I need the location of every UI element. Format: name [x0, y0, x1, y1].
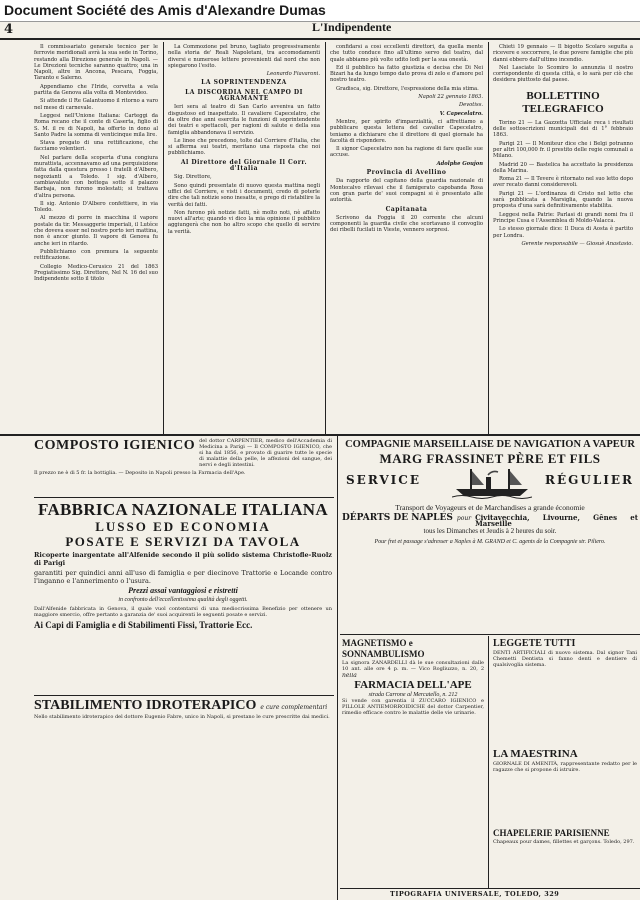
- departs-pour: pour: [456, 515, 472, 522]
- paragraph: Non furono più notizie fatti, nè molto noti, nè affatto nuovi all'arte; quando vi dico la mia opinione il pubblico aggiungerà che non ho altro scopo che quello di servire la verità.: [168, 209, 320, 235]
- paragraph: Nel Lasciate lo Scomiro lo annunzia il nostro corrispondente di questa città, e lo sarà per ciò che desidera piuttosto dal paese.: [493, 64, 633, 84]
- ad-owner: MARG FRASSINET PÈRE ET FILS: [379, 451, 601, 466]
- paragraph: La Commozione pel bruno, tagliato progressivamente nella storia de' Reali Napoletani, tra accomodamenti diversi e numerose lettere provenienti dal nord che non spiegarono l'esito.: [168, 44, 320, 69]
- paragraph: Sig. Direttore,: [174, 174, 212, 181]
- letter-date: Napoli 22 gennaio 1863.: [418, 94, 483, 101]
- paragraph: Stava pregato di una rettificazione, che facciamo volentieri.: [34, 140, 158, 153]
- paragraph: Il commissariato generale tecnico per le ferrovie meridionali avrà la sua sede in Torino, restando alla Direzione generale in Napoli. — Le Direzioni tecniche saranno quattro; una in Napoli, altre in Ancona, Pescara, Foggia, Taranto e Salerno.: [34, 44, 158, 82]
- paragraph: Il sig. Antonio D'Albero confettiere, in via Toledo.: [34, 200, 158, 214]
- article-column-2: [168, 44, 320, 432]
- printer-imprint: TIPOGRAFIA UNIVERSALE, TOLEDO, 329: [390, 890, 560, 898]
- ad-address: strada Carrone al Mercatello, n. 212: [368, 692, 458, 698]
- article-column-3: [330, 44, 483, 432]
- page-number: 4: [4, 22, 14, 37]
- signature: Leonardo Fiavaroni.: [266, 71, 320, 78]
- ad-fabbrica-nazionale: [34, 500, 332, 693]
- ad-text: Nello stabilimento idroterapico del dottore Eugenio Fabre, unico in Napoli, si prestano le cure prescritte dai medici.: [34, 714, 330, 720]
- service-label-right: RÉGULIER: [544, 473, 634, 487]
- paragraph: Ed il pubblico ha fatto giustizia e decisa che Di Nei Bizari ha da lungo tempo dato prova di zelo e d'amore pel nostro teatro.: [330, 64, 483, 84]
- paragraph: Gradisca, sig. Direttore, l'espressione della mia stima.: [336, 85, 479, 92]
- paragraph: Le linee che precedono, tolte dal Corriere d'Italia, che si afferma sui teatri, meritano una risposta che noi pubblichiamo.: [168, 137, 320, 157]
- ad-text: GIORNALE DI AMENITÀ, rappresentante redatto per le ragazze che si propone di istruire.: [493, 761, 637, 773]
- ad-subtitle: POSATE E SERVIZI DA TAVOLA: [65, 534, 301, 549]
- ad-stabilimento-idroterapico: [34, 698, 332, 898]
- ad-title: COMPOSTO IGIENICO: [34, 438, 196, 453]
- ad-text: Si vende con garentia il ZUCCARO IGIENICO e PILLOLE ANTIEMORROIDICHE del dottor Carpentier, rimedio efficace contro le malattie delle vie urinarie.: [342, 698, 484, 716]
- paragraph: Ieri sera al teatro di San Carlo avveniva un fatto disgustoso ed inaspettato. Il cavaliere Capecelatro, che da oltre due anni esercita le funzioni di soprintendente dei teatri e spettacoli, per ragioni di salute e della sua famiglia abbandonava il servizio.: [168, 104, 320, 136]
- paragraph: Scrivono da Foggia il 20 corrente che alcuni componenti la guardia civile che scortavano il convoglio dei ribelli fucilati in Vieste, vennero sorpresi.: [330, 214, 483, 234]
- paragraph: Parigi 21 — Il Moniteur dice che i Belgi potranno per altri 100,000 fr. il prestito delle regie comunali a Milano.: [493, 140, 633, 160]
- ad-capi-heading: Ai Capi di Famiglia e di Stabilimenti Fissi, Trattorie Ecc.: [34, 619, 253, 630]
- paragraph: Torino 21 — La Gazzetta Ufficiale reca i risultati delle sottoscrizioni municipali dei di 1° febbraio 1863.: [493, 119, 633, 139]
- ad-title: LA MAESTRINA: [493, 748, 578, 760]
- ad-chapelerie-parisienne: [493, 828, 637, 886]
- ad-prezzi-heading: Prezzi assai vantaggiosi e ristretti: [128, 586, 238, 595]
- paragraph: Al mezzo di porre in macchina il vapore postale da tir. Messaggerie imperiali, il Lutéce che doveva esser nel nostro porto ieri mattina, non è ancor giunto. Il vapore di Genova fu anche ieri in ritardo.: [34, 215, 158, 247]
- ad-magnetismo: [342, 638, 484, 672]
- paragraph: Il signor Capecelatro non ha ragione di fare quelle sue accuse.: [330, 146, 483, 159]
- signature-label: Devotiss.: [459, 102, 483, 109]
- steamship-icon: [452, 467, 532, 499]
- column-divider: [163, 42, 164, 434]
- paragraph: Sono quindi presentate di nuovo questa mattina negli uffici del Corriere, e visti i documenti, credo di poterle dire che tali notizie sono inesatte, e prego di ristabilire la verità dei fatti.: [168, 182, 320, 208]
- paragraph: Mentre, per spirito d'imparzialità, ci affrettiamo a pubblicare questa lettera del cavalier Capecelatro, teniamo a dichiarare che il direttore di quel giornale ha facoltà di rispondere.: [330, 118, 483, 144]
- paragraph: Roma 21 — Il Tevere è ritornato nel suo letto dopo aver recato danni considerevoli.: [493, 176, 633, 189]
- section-subheading: LA DISCORDIA NEL CAMPO DI AGRAMANTE: [185, 88, 303, 103]
- ad-text: La signora ZANARDELLI dà le sue consultazioni dalle 10 ant. alle ore 4 p. m. — Vico Rogliuzzo, n. 20, 2: [342, 660, 484, 672]
- paragraph: Leggesi nell'Unione Italiana: Carteggi da Roma recano che il conte di Caserta, figlio di S. M. il re di Napoli, ha offerto in dono al Santo Padre la somma di venticinque mila lire.: [34, 112, 158, 138]
- masthead-rule: [0, 38, 640, 40]
- ad-separator: [34, 695, 334, 696]
- section-heading: Provincia di Avellino: [366, 169, 447, 177]
- departs-note: Pour fret et passage s'adresser a Naples à M. GRAND et C. agents de la Compagnie str. Piliero.: [374, 539, 606, 545]
- paragraph: Appendiamo che l'Iride, corvetta a vela partita da Genova alla volta di Montevideo.: [34, 83, 158, 97]
- ad-separator: [34, 497, 334, 498]
- ad-text: Chapeaux pour dames, fillettes et garçons. Toledo, 297.: [493, 839, 635, 845]
- departs-label: DÉPARTS DE NAPLES: [342, 513, 453, 523]
- ad-composto-igienico: [34, 438, 332, 496]
- paragraph: confidarsi a così eccellenti direttori, da quella mente che tutto conduce fino all'ultimo servo del teatro, dal quale abbiamo più volte udito lodi per la sua onestà.: [330, 44, 483, 63]
- ad-text: Dall'Alfenide fabbricata in Genova, il quale vuol contentarsi di una mediocrissima Benefizio per ottenere un maggiore smercio, offre pertanto a garanzia de' suoi acquirenti le seguenti posate e servizi.: [34, 606, 332, 618]
- ad-subtitle: Transport de Voyageurs et de Marchandises a grande économie: [395, 503, 585, 512]
- ad-title: STABILIMENTO IDROTERAPICO: [34, 698, 257, 713]
- ad-text: garantiti per quindici anni all'uso di famiglia e per diecinove Trattorie e Locande contro l'inganno e l'annerimento o l'usura.: [34, 568, 332, 585]
- paragraph: Da rapporto del capitano della guardia nazionale di Montecalvo rilevasi che il famigerato capobanda Rosa con gran parte de' suoi compagni si è presentato alle autorità.: [330, 178, 483, 204]
- ad-prezzi-text: in confronto dell'eccellentissima qualità degli oggetti.: [118, 597, 248, 603]
- ad-separator: [340, 634, 640, 635]
- section-heading: LA SOPRINTENDENZA: [201, 79, 287, 87]
- ad-compagnie-marseillaise: [342, 438, 638, 634]
- ad-text: DENTI ARTIFICIALI di nuovo sistema. Dal signor Tani Chemetti Dentista si fanno denti e dentiere di qualsivoglia sistema.: [493, 650, 637, 668]
- paragraph: Parigi 21 — L'ordinanza di Cristo nel letto che sarà pubblicata a Marsiglia, quando la nuova proposta d'una sarà definitivamente stabilita.: [493, 190, 633, 210]
- column-divider: [325, 42, 326, 434]
- ad-leggete-tutti: [493, 638, 637, 748]
- paragraph: Nel parlare della scoperta d'una congiura murattista, accennavamo ad una perquisizione fatta dalla questura presso i fratelli d'Albero, negozianti a Toledo. I sig. d'Albero, cambiavalute con bottega sotto il palazzo Barbaja, non furono molestati; si trattava d'altra persona.: [34, 154, 158, 199]
- ad-text: del dottor CARPENTIER, medico dell'Accademia di Medicina a Parigi — Il COMPOSTO IGIENICO, che si ha dal 1856, e provato di guarire tutte le specie di malattie della pelle, le affezioni del sangue, dei nervi e degli intestini.: [199, 438, 332, 468]
- newspaper-masthead: L'Indipendente: [312, 20, 392, 34]
- article-column-4: [493, 44, 633, 432]
- letter-heading: Al Direttore del Giornale Il Corr. d'Italia: [180, 158, 308, 173]
- departs-destinations: Civitavecchia, Livourne, Gênes et Marseille: [475, 513, 638, 528]
- paragraph: Collegio Medico-Cerusico 21 del 1863 Pregiatissimo Sig. Direttore, Nel N. 16 del suo Indipendente sotto il titolo: [34, 263, 158, 283]
- document-title: Document Société des Amis d'Alexandre Dumas: [4, 2, 326, 18]
- paragraph: Si attende il Re Galantuomo il ritorno a varo nel mese di carnevale.: [34, 98, 158, 111]
- ad-title: FABBRICA NAZIONALE ITALIANA: [38, 500, 328, 519]
- ad-farmacia-ape: [342, 673, 484, 886]
- ads-subcolumn-divider: [488, 636, 489, 888]
- paragraph: Leggesi nella Patrie: Parlasi di grandi nomi fra il Principe Cusa e l'Assemblea di Moldo-Valacca.: [493, 211, 633, 224]
- ad-title: LEGGETE TUTTI: [493, 638, 576, 649]
- farmacia-prefix: nella: [342, 673, 357, 679]
- departs-days: tous les Dimanches et Jeudis à 2 heures du soir.: [423, 527, 557, 535]
- ad-text: Ricoperte inargentate all'Alfenide secondo il più solido sistema Christofle-Ruolz di Parigi: [34, 551, 332, 567]
- ad-title: MAGNETISMO e SONNAMBULISMO: [342, 638, 425, 659]
- signature: Adolphe Goujon: [436, 160, 483, 167]
- article-column-1: [34, 44, 158, 432]
- paragraph: Lo stesso giornale dice: Il Duca di Aosta è partito per Londra.: [493, 226, 633, 239]
- column-divider: [488, 42, 489, 434]
- ad-note: Il prezzo ne è di 5 fr. la bottiglia. — Deposito in Napoli presso la Farmacia dell'Ape.: [34, 469, 246, 476]
- bulletin-heading: BOLLETTINO TELEGRAFICO: [522, 89, 604, 115]
- paragraph: Madrid 20 — Bastelica ha accettato la presidenza della Marina.: [493, 161, 633, 174]
- ad-subtitle: e cure complementari: [260, 704, 328, 711]
- ad-title: CHAPELERIE PARISIENNE: [493, 828, 610, 838]
- paragraph: Pubblichiamo con premura la seguente rettificazione.: [34, 248, 158, 262]
- paragraph: Chieti 19 gennaio — Il bigotto Scolaro seguita a ricevere e soccorrere, le due povere famiglie che più danni ebbero dall'ultimo incendio.: [493, 44, 633, 63]
- ad-la-maestrina: [493, 748, 637, 826]
- ads-top-rule: [0, 434, 640, 436]
- ad-title: COMPAGNIE MARSEILLAISE DE NAVIGATION A VAPEUR: [345, 439, 635, 450]
- ad-title: FARMACIA DELL'APE: [354, 679, 472, 691]
- gerente-footer: Gerente responsabile — Giosuè Anastasio.: [521, 240, 633, 247]
- section-heading: Capitanata: [385, 205, 428, 213]
- signature: V. Capecelatro.: [439, 110, 483, 117]
- service-label-left: SERVICE: [346, 473, 421, 487]
- document-header: [0, 0, 640, 22]
- footer-rule: [340, 888, 640, 889]
- ads-column-divider: [337, 436, 338, 900]
- ad-subtitle: LUSSO ED ECONOMIA: [95, 519, 271, 534]
